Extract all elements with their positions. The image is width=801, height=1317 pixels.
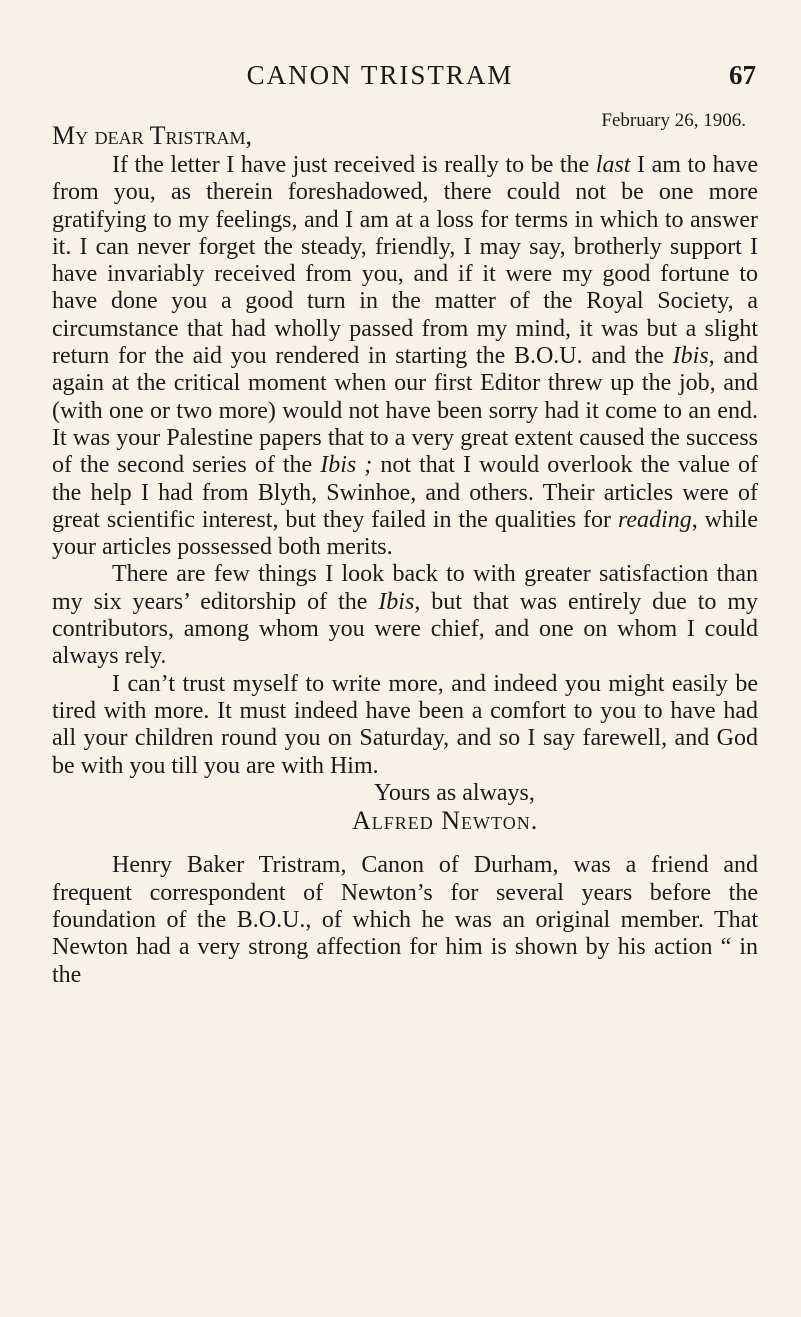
page-number: 67 <box>729 60 756 90</box>
italic-run: reading <box>617 506 692 533</box>
italic-run: Ibis <box>672 343 709 370</box>
letter-paragraph-3: I can’t trust myself to write more, and indeed you might easily be tired with more. It must indeed have been a comfort to you to have had all your children round you on Saturday, and so I say farewell, and God be with you till you are with Him. <box>52 670 758 779</box>
letter-signature: Alfred Newton. <box>352 806 539 836</box>
letter-salutation: My dear Tristram, <box>52 121 253 150</box>
text-run: , while your articles possessed both merits. <box>52 506 758 561</box>
running-header <box>0 60 801 100</box>
text-run: , and again at the critical moment when our first Editor threw up the job, and (with one or two more) would not have been sorry had it come to an end. It was your Palestine papers that to a very great extent caused the success of the second series of the <box>52 343 758 479</box>
text-run: I am to have from you, as therein foreshadowed, there could not be one more gratifying to my feelings, and I am at a loss for terms in which to answer it. I can never forget the steady, friendly, I may say, brotherly support I have invariably received from you, and if it were my good fortune to have done you a good turn in the matter of the Royal Society, a circumstance that had wholly passed from my mind, it was but a slight return for the aid you rendered in starting the B.O.U. and the <box>52 152 758 370</box>
page-body <box>52 110 758 989</box>
italic-run: Ibis ; <box>320 452 373 479</box>
text-run: If the letter I have just received is really to be the <box>112 152 596 178</box>
text-run: There are few things I look back to with greater satisfaction than my six years’ editorship of the <box>52 561 758 615</box>
narrative-paragraph: Henry Baker Tristram, Canon of Durham, was a friend and frequent correspondent of Newton’s for several years before the foundation of the B.O.U., of which he was an original member. That Newton had a very strong affection for him is shown by his action “ in the <box>52 852 758 988</box>
text-run: not that I would overlook the value of the help I had from Blyth, Swinhoe, and others. Their articles were of great scientific interest, but they failed in the qualities for <box>52 452 759 533</box>
running-title: CANON TRISTRAM <box>246 60 514 90</box>
italic-run: last <box>595 152 631 178</box>
letter-date: February 26, 1906. <box>601 110 746 131</box>
letter-paragraph-2 <box>52 561 758 670</box>
letter-closing: Yours as always, <box>374 779 535 806</box>
text-run: , but that was entirely due to my contributors, among whom you were chief, and one on whom I could always rely. <box>52 588 758 670</box>
letter-paragraph-1 <box>52 152 758 561</box>
italic-run: Ibis <box>378 588 415 615</box>
